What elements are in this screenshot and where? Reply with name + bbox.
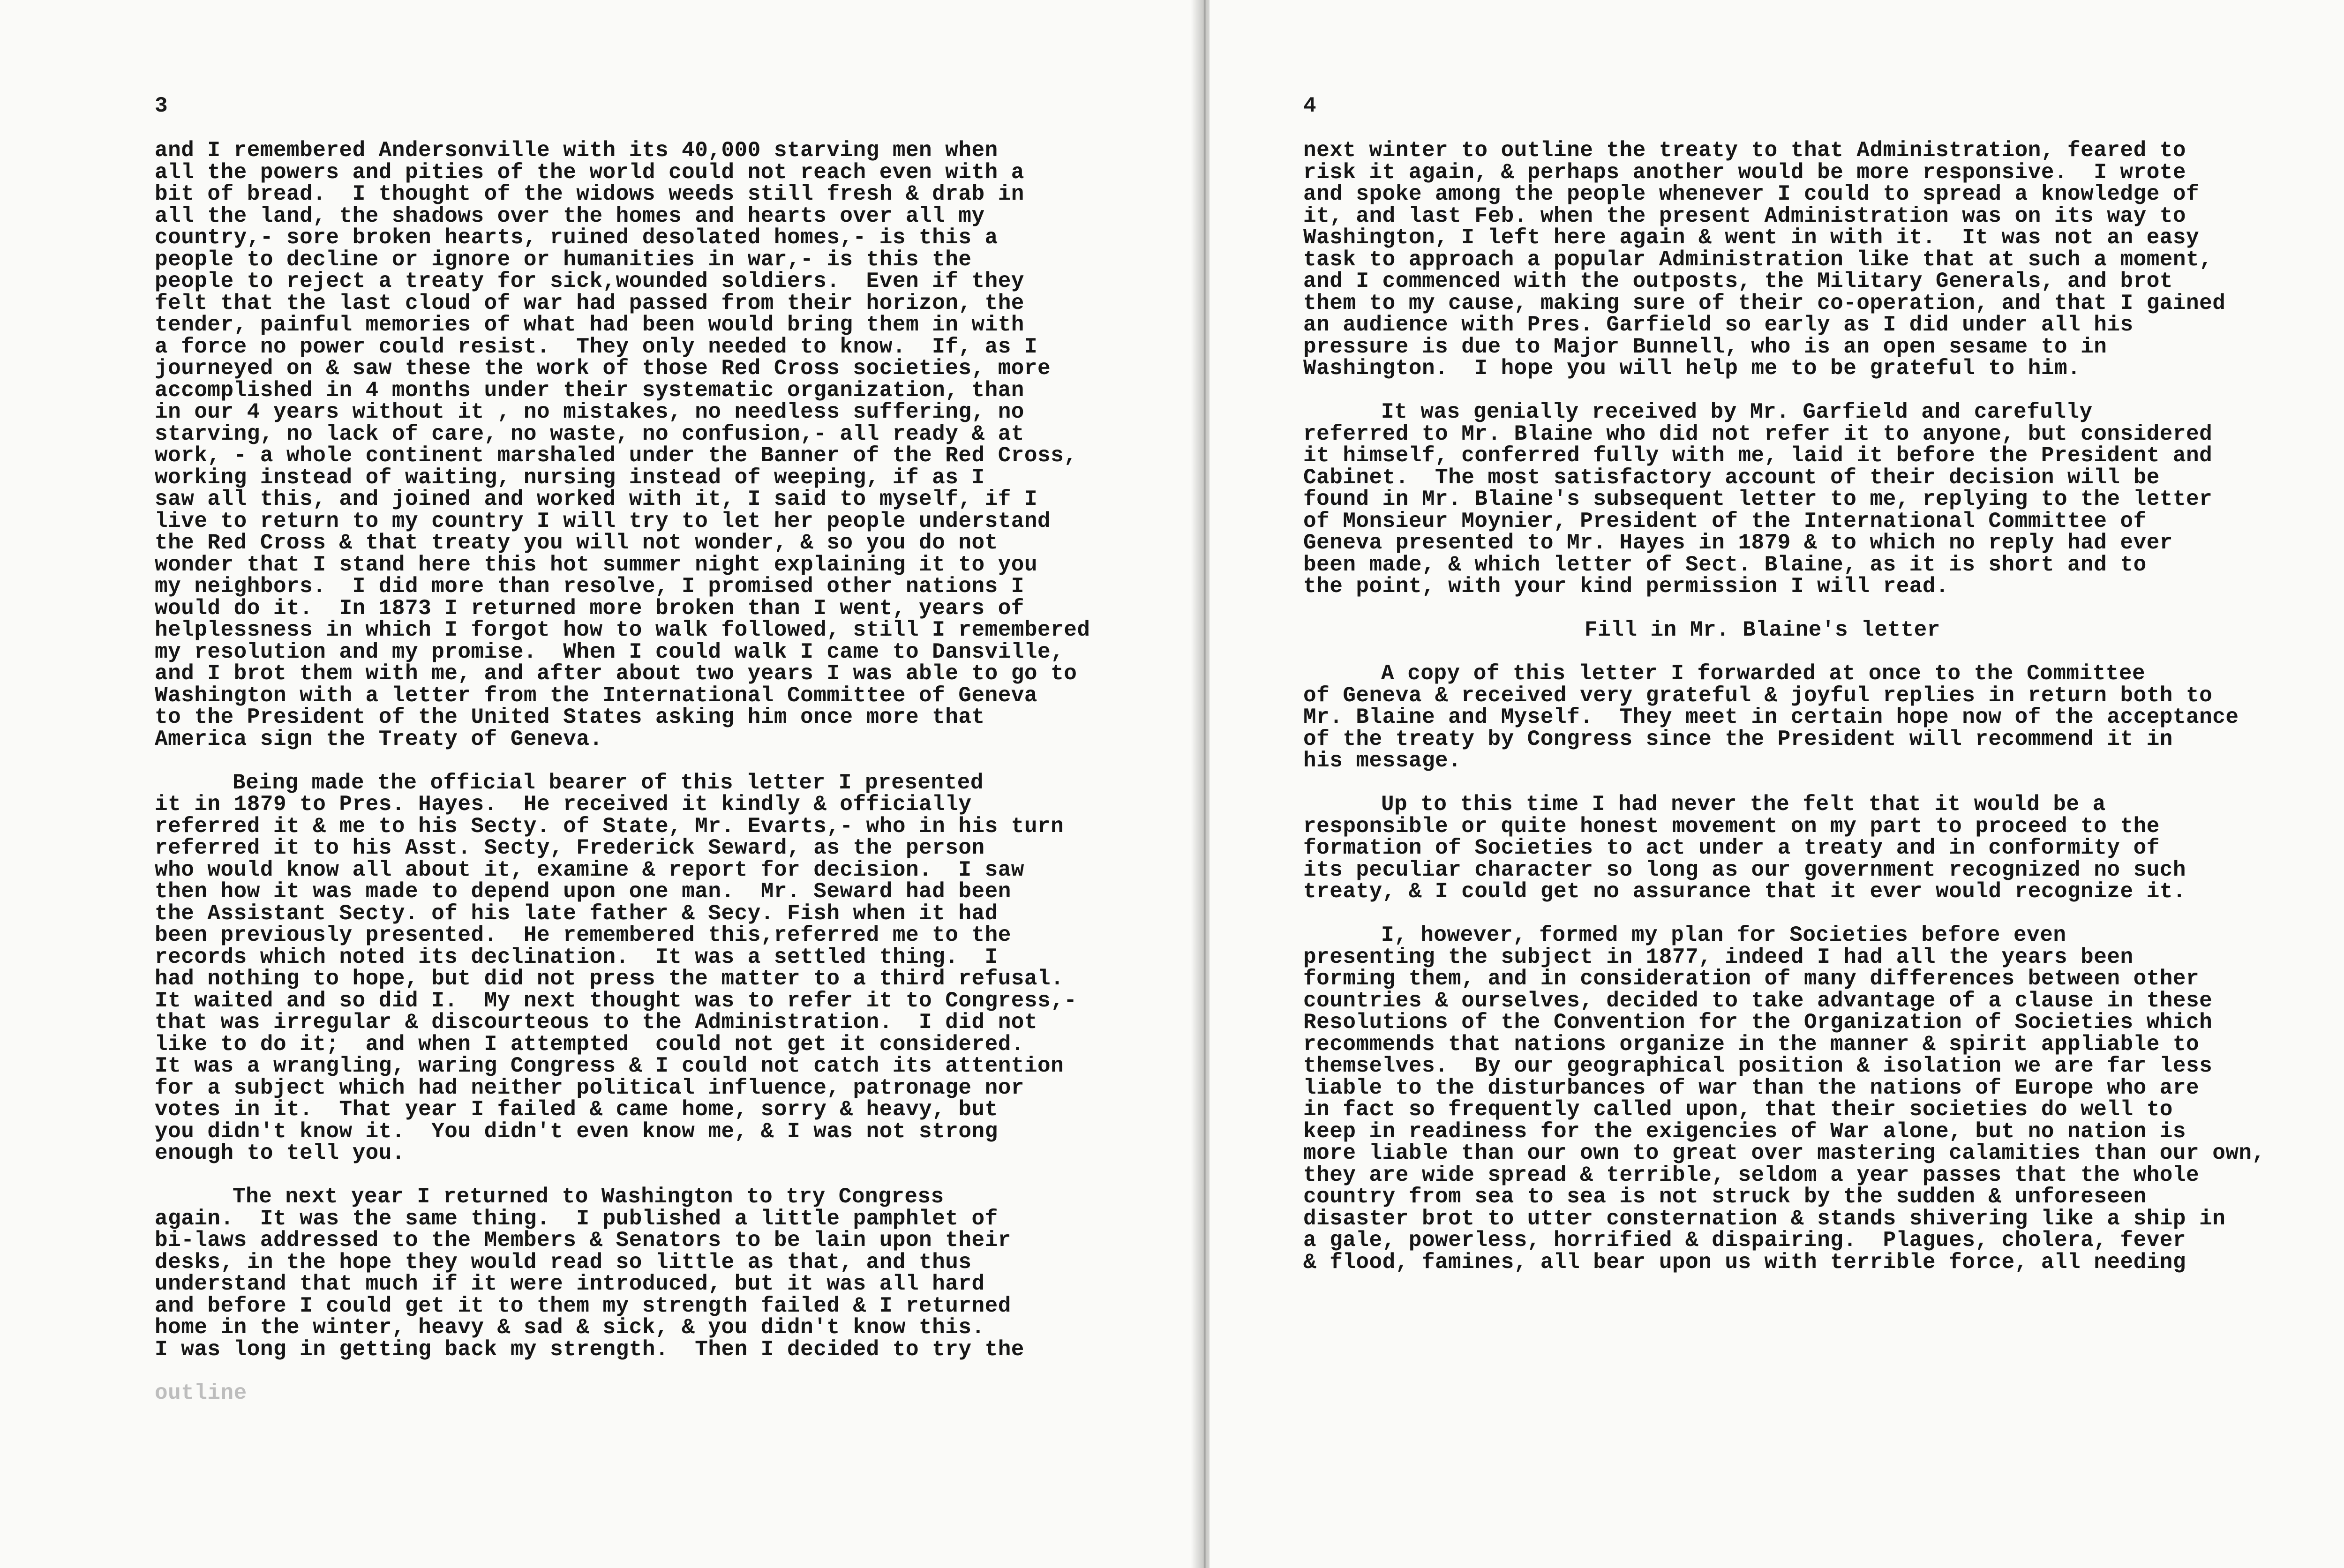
- text-line: Washington. I hope you will help me to be grateful to him.: [1303, 356, 2081, 381]
- text-line: task to approach a popular Administration like that at such a moment,: [1303, 247, 2213, 272]
- text-line: it in 1879 to Pres. Hayes. He received it kindly & officially: [155, 792, 972, 817]
- text-line: Being made the official bearer of this letter I presented: [233, 770, 984, 795]
- text-line: pressure is due to Major Bunnell, who is an open sesame to in: [1303, 334, 2107, 359]
- text-line: accomplished in 4 months under their systematic organization, than: [155, 378, 1024, 403]
- text-line: them to my cause, making sure of their co-operation, and that I gained: [1303, 291, 2226, 315]
- text-line: that was irregular & discourteous to the Administration. I did not: [155, 1010, 1038, 1035]
- text-line: who would know all about it, examine & report for decision. I saw: [155, 857, 1024, 882]
- text-line: they are wide spread & terrible, seldom a year passes that the whole: [1303, 1163, 2200, 1187]
- text-line: bi-laws addressed to the Members & Senators to be lain upon their: [155, 1228, 1011, 1253]
- text-line: been made, & which letter of Sect. Blaine, as it is short and to: [1303, 552, 2147, 577]
- text-line: in our 4 years without it , no mistakes, no needless suffering, no: [155, 400, 1024, 424]
- text-line: Mr. Blaine and Myself. They meet in certain hope now of the acceptance: [1303, 705, 2239, 729]
- text-line: all the powers and pities of the world could not reach even with a: [155, 160, 1024, 185]
- text-line: outline: [155, 1380, 247, 1405]
- text-line: and I commenced with the outposts, the Military Generals, and brot: [1303, 269, 2173, 293]
- text-line: you didn't know it. You didn't even know me, & I was not strong: [155, 1119, 998, 1144]
- text-line: The next year I returned to Washington to try Congress: [233, 1185, 944, 1209]
- text-line: votes in it. That year I failed & came home, sorry & heavy, but: [155, 1097, 998, 1122]
- paragraph: [155, 1186, 1090, 1360]
- paragraph: [1303, 924, 2265, 1273]
- text-line: for a subject which had neither political influence, patronage nor: [155, 1075, 1024, 1100]
- text-line: referred to Mr. Blaine who did not refer it to anyone, but considered: [1303, 421, 2213, 446]
- text-line: and I remembered Andersonville with its 40,000 starving men when: [155, 138, 998, 163]
- text-line: my neighbors. I did more than resolve, I promised other nations I: [155, 574, 1024, 599]
- text-line: work, - a whole continent marshaled under the Banner of the Red Cross,: [155, 443, 1077, 468]
- text-line: Geneva presented to Mr. Hayes in 1879 & to which no reply had ever: [1303, 531, 2173, 555]
- text-line: tender, painful memories of what had been would bring them in with: [155, 313, 1024, 337]
- text-line: to the President of the United States asking him once more that: [155, 705, 985, 729]
- text-line: Fill in Mr. Blaine's letter: [1585, 618, 1940, 642]
- page-body: [155, 140, 1090, 1426]
- text-line: and before I could get it to them my strength failed & I returned: [155, 1293, 1011, 1318]
- paragraph: [1303, 140, 2265, 380]
- paragraph: [155, 140, 1090, 750]
- page-number: 4: [1303, 94, 1316, 118]
- text-line: bit of bread. I thought of the widows weeds still fresh & drab in: [155, 182, 1024, 206]
- text-line: an audience with Pres. Garfield so early as I did under all his: [1303, 313, 2134, 337]
- text-line: his message.: [1303, 749, 1462, 773]
- text-line: I, however, formed my plan for Societies before even: [1381, 923, 2066, 947]
- text-line: next winter to outline the treaty to that Administration, feared to: [1303, 138, 2186, 163]
- text-line: people to decline or ignore or humanities in war,- is this the: [155, 247, 972, 272]
- paragraph: [1303, 401, 2265, 598]
- text-line: I was long in getting back my strength. Then I decided to try the: [155, 1337, 1024, 1362]
- text-line: starving, no lack of care, no waste, no confusion,- all ready & at: [155, 421, 1024, 446]
- text-line: themselves. By our geographical position & isolation we are far less: [1303, 1054, 2213, 1078]
- text-line: referred it to his Asst. Secty, Frederick Seward, as the person: [155, 836, 985, 860]
- text-line: it, and last Feb. when the present Administration was on its way to: [1303, 203, 2186, 228]
- text-line: a gale, powerless, horrified & dispairing. Plagues, cholera, fever: [1303, 1228, 2186, 1253]
- text-line: A copy of this letter I forwarded at once to the Committee: [1381, 661, 2146, 686]
- text-line: risk it again, & perhaps another would be more responsive. I wrote: [1303, 160, 2186, 185]
- text-line: live to return to my country I will try to let her people understand: [155, 509, 1051, 533]
- text-line: liable to the disturbances of war than the nations of Europe who are: [1303, 1075, 2200, 1100]
- text-line: been previously presented. He remembered this,referred me to the: [155, 923, 1011, 947]
- text-line: again. It was the same thing. I published a little pamphlet of: [155, 1206, 998, 1231]
- text-line: Up to this time I had never the felt that it would be a: [1381, 792, 2106, 817]
- text-line: responsible or quite honest movement on my part to proceed to the: [1303, 814, 2160, 839]
- text-line: enough to tell you.: [155, 1141, 405, 1165]
- page-number: 3: [155, 94, 168, 118]
- text-line: like to do it; and when I attempted could not get it considered.: [155, 1032, 1024, 1057]
- paragraph: [1303, 794, 2265, 903]
- page-body: [1303, 140, 2265, 1295]
- text-line: wonder that I stand here this hot summer night explaining it to you: [155, 552, 1038, 577]
- text-line: had nothing to hope, but did not press the matter to a third refusal.: [155, 967, 1064, 991]
- text-line: It was a wrangling, waring Congress & I could not catch its attention: [155, 1054, 1064, 1078]
- text-line: Washington with a letter from the International Committee of Geneva: [155, 683, 1038, 708]
- text-line: of the treaty by Congress since the President will recommend it in: [1303, 727, 2173, 751]
- text-line: people to reject a treaty for sick,wounded soldiers. Even if they: [155, 269, 1024, 293]
- text-line: it himself, conferred fully with me, laid it before the President and: [1303, 443, 2213, 468]
- text-line: of Geneva & received very grateful & joyful replies in return both to: [1303, 683, 2213, 708]
- text-line: disaster brot to utter consternation & stands shivering like a ship in: [1303, 1206, 2226, 1231]
- text-line: Washington, I left here again & went in with it. It was not an easy: [1303, 225, 2200, 250]
- text-line: helplessness in which I forgot how to walk followed, still I remembered: [155, 618, 1090, 642]
- text-line: then how it was made to depend upon one man. Mr. Seward had been: [155, 879, 1011, 904]
- text-line: referred it & me to his Secty. of State, Mr. Evarts,- who in his turn: [155, 814, 1064, 839]
- text-line: desks, in the hope they would read so little as that, and thus: [155, 1250, 972, 1275]
- text-line: found in Mr. Blaine's subsequent letter to me, replying to the letter: [1303, 487, 2213, 511]
- text-line: and I brot them with me, and after about two years I was able to go to: [155, 661, 1077, 686]
- text-line: Cabinet. The most satisfactory account of their decision will be: [1303, 465, 2160, 490]
- paragraph: [1303, 663, 2265, 772]
- text-line: felt that the last cloud of war had passed from their horizon, the: [155, 291, 1024, 315]
- text-line: keep in readiness for the exigencies of War alone, but no nation is: [1303, 1119, 2186, 1144]
- text-line: records which noted its declination. It was a settled thing. I: [155, 945, 998, 969]
- text-line: the Red Cross & that treaty you will not wonder, & so you do not: [155, 531, 998, 555]
- text-line: its peculiar character so long as our government recognized no such: [1303, 857, 2186, 882]
- text-line: in fact so frequently called upon, that their societies do well to: [1303, 1097, 2173, 1122]
- text-line: country,- sore broken hearts, ruined desolated homes,- is this a: [155, 225, 998, 250]
- text-line: It was genially received by Mr. Garfield and carefully: [1381, 400, 2093, 424]
- text-line: country from sea to sea is not struck by the sudden & unforeseen: [1303, 1185, 2147, 1209]
- text-line: and spoke among the people whenever I could to spread a knowledge of: [1303, 182, 2200, 206]
- text-line: journeyed on & saw these the work of those Red Cross societies, more: [155, 356, 1051, 381]
- page-right: [1210, 0, 2344, 1568]
- text-line: Resolutions of the Convention for the Organization of Societies which: [1303, 1010, 2213, 1035]
- paragraph: [155, 1382, 1090, 1404]
- text-line: saw all this, and joined and worked with it, I said to myself, if I: [155, 487, 1038, 511]
- text-line: more liable than our own to great over mastering calamities than our own,: [1303, 1141, 2265, 1165]
- text-line: countries & ourselves, decided to take advantage of a clause in these: [1303, 988, 2213, 1013]
- text-line: formation of Societies to act under a treaty and in conformity of: [1303, 836, 2160, 860]
- text-line: America sign the Treaty of Geneva.: [155, 727, 603, 751]
- text-line: presenting the subject in 1877, indeed I had all the years been: [1303, 945, 2134, 969]
- text-line: of Monsieur Moynier, President of the International Committee of: [1303, 509, 2147, 533]
- text-line: home in the winter, heavy & sad & sick, & you didn't know this.: [155, 1315, 985, 1340]
- text-line: understand that much if it were introduced, but it was all hard: [155, 1272, 985, 1296]
- text-line: It waited and so did I. My next thought was to refer it to Congress,-: [155, 988, 1077, 1013]
- text-line: the Assistant Secty. of his late father & Secy. Fish when it had: [155, 901, 998, 926]
- text-line: & flood, famines, all bear upon us with terrible force, all needing: [1303, 1250, 2186, 1275]
- paragraph: [155, 772, 1090, 1164]
- text-line: treaty, & I could get no assurance that it ever would recognize it.: [1303, 879, 2186, 904]
- section-heading: [1303, 619, 2265, 641]
- text-line: all the land, the shadows over the homes and hearts over all my: [155, 203, 985, 228]
- text-line: my resolution and my promise. When I could walk I came to Dansville,: [155, 639, 1064, 664]
- text-line: recommends that nations organize in the manner & spirit appliable to: [1303, 1032, 2200, 1057]
- text-line: forming them, and in consideration of many differences between other: [1303, 967, 2200, 991]
- text-line: a force no power could resist. They only needed to know. If, as I: [155, 334, 1038, 359]
- text-line: working instead of waiting, nursing instead of weeping, if as I: [155, 465, 985, 490]
- text-line: would do it. In 1873 I returned more broken than I went, years of: [155, 596, 1024, 621]
- text-line: the point, with your kind permission I will read.: [1303, 574, 1949, 599]
